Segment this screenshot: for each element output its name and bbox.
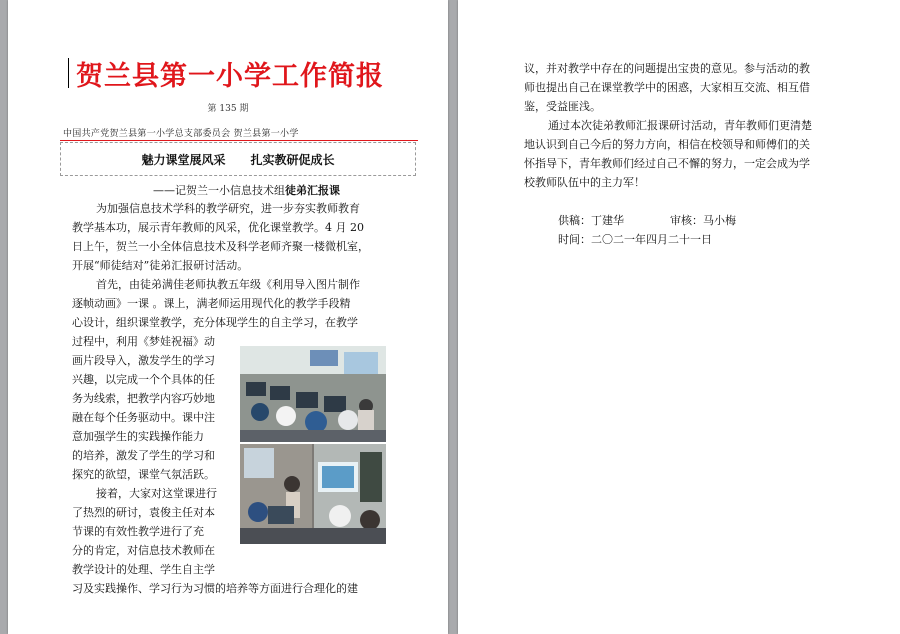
body-line: 的培养，激发了学生的学习和 [72, 449, 215, 462]
body-line: 心设计，组织课堂教学，充分体现学生的自主学习，在教学 [72, 316, 358, 329]
body-line: 逐帧动画》一课 。课上，满老师运用现代化的教学手段精 [72, 297, 351, 310]
article-subtitle [153, 182, 340, 198]
subtitle-bold: 徒弟汇报课 [285, 184, 340, 197]
body-line: 了热烈的研讨，袁俊主任对本 [72, 506, 215, 519]
organization-line: 中国共产党贺兰县第一小学总支部委员会 贺兰县第一小学 [63, 129, 299, 139]
body-line: 日上午，贺兰一小全体信息技术及科学老师齐聚一楼微机室， [72, 240, 369, 253]
subtitle-prefix: ——记贺兰一小信息技术组 [153, 184, 285, 197]
classroom-photo-2-art [240, 444, 386, 544]
body-line: 地认识到自己今后的努力方向，相信在校领导和师傅们的关 [524, 138, 810, 151]
header-red-rule [60, 140, 418, 141]
text-cursor [68, 58, 69, 88]
body-line: 节课的有效性教学进行了充 [72, 525, 204, 538]
body-line: 画片段导入，激发学生的学习 [72, 354, 215, 367]
headline-banner: 魅力课堂展风采 扎实教研促成长 [60, 142, 416, 176]
body-line: 融在每个任务驱动中。课中注 [72, 411, 215, 424]
author-credit: 供稿：丁建华 [558, 214, 624, 227]
body-line: 开展“师徒结对”徒弟汇报研讨活动。 [72, 259, 249, 272]
classroom-photo-1 [240, 346, 386, 442]
body-line: 务为线索，把教学内容巧妙地 [72, 392, 215, 405]
body-line: 兴趣，以完成一个个具体的任 [72, 373, 215, 386]
body-line: 过程中，利用《梦娃祝福》动 [72, 335, 215, 348]
newsletter-title: 贺兰县第一小学工作简报 [76, 61, 384, 92]
body-line: 议，并对教学中存在的问题提出宝贵的意见。参与活动的教 [524, 62, 810, 75]
classroom-photo-1-art [240, 346, 386, 442]
reviewer-credit: 审核：马小梅 [670, 214, 736, 227]
body-line: 师也提出自己在课堂教学中的困惑，大家相互交流、相互借 [524, 81, 810, 94]
body-line: 接着，大家对这堂课进行 [96, 487, 217, 500]
body-line: 教学设计的处理、学生自主学 [72, 563, 215, 576]
body-line: 分的肯定，对信息技术教师在 [72, 544, 215, 557]
body-line: 怀指导下，青年教师们经过自己不懈的努力，一定会成为学 [524, 157, 810, 170]
body-line: 为加强信息技术学科的教学研究，进一步夯实教师教育 [96, 202, 360, 215]
issue-number: 第 135 期 [207, 104, 249, 114]
body-line: 探究的欲望，课堂气氛活跃。 [72, 468, 215, 481]
classroom-photo-2 [240, 444, 386, 544]
body-line: 校教师队伍中的主力军！ [524, 176, 645, 189]
document-page-left[interactable] [8, 0, 448, 634]
body-line: 习及实践操作、学习行为习惯的培养等方面进行合理化的建 [72, 582, 358, 595]
body-line: 教学基本功，展示青年教师的风采，优化课堂教学。4 月 20 [72, 221, 364, 234]
document-page-right[interactable] [458, 0, 900, 634]
body-line: 通过本次徒弟教师汇报课研讨活动，青年教师们更清楚 [548, 119, 812, 132]
body-line: 意加强学生的实践操作能力 [72, 430, 204, 443]
body-line: 首先，由徒弟满佳老师执教五年级《利用导入图片制作 [96, 278, 360, 291]
publish-date: 时间：二〇二一年四月二十一日 [558, 233, 712, 246]
body-line: 鉴，受益匪浅。 [524, 100, 601, 113]
